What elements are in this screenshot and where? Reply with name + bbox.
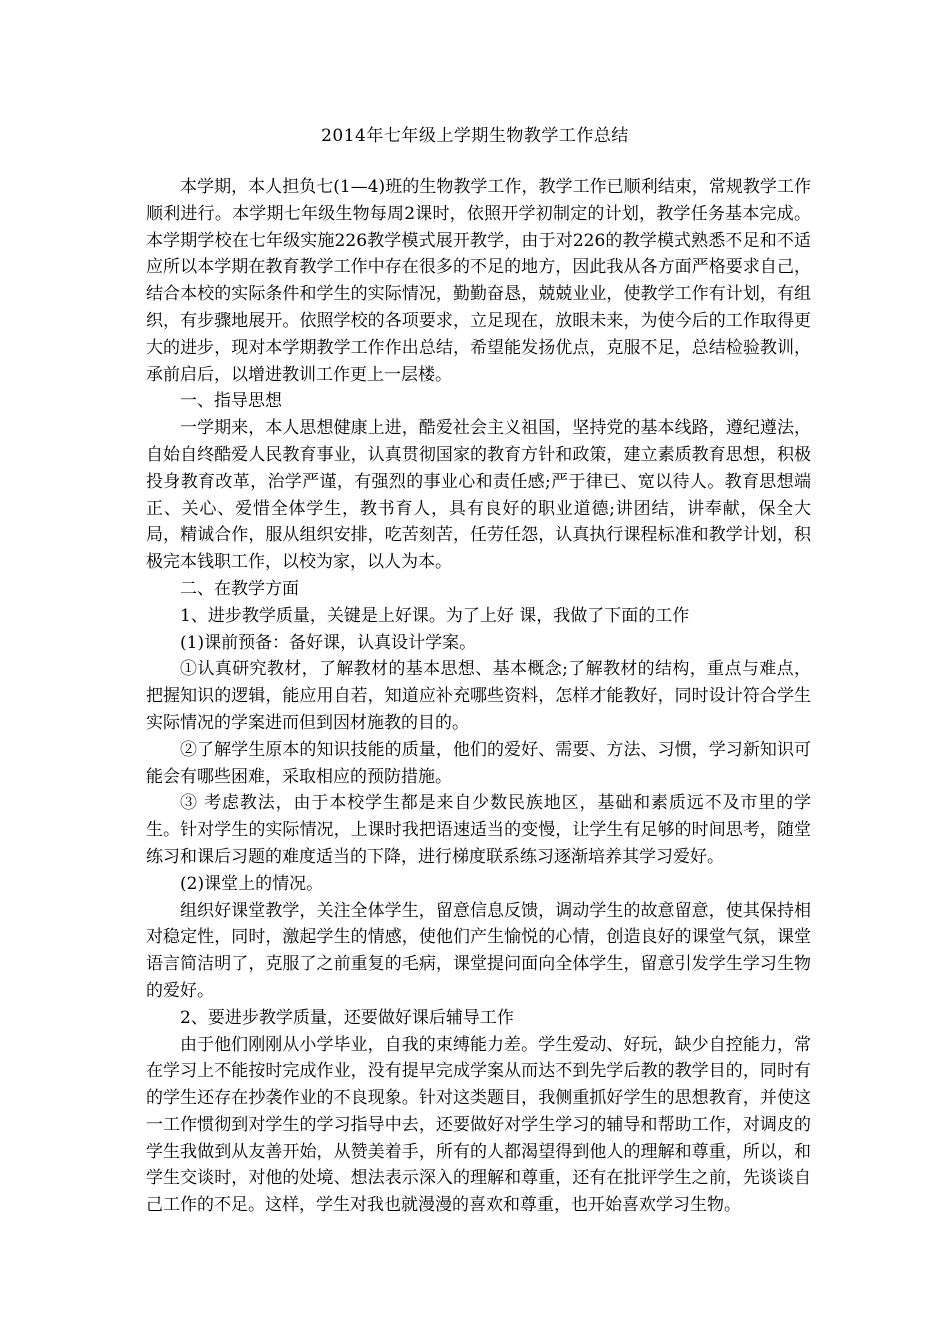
paragraph-prep-item-2: ②了解学生原本的知识技能的质量，他们的爱好、需要、方法、习惯，学习新知识可能会有哪些困难，采取相应的预防措施。 <box>146 739 811 787</box>
paragraph-classroom: 组织好课堂教学，关注全体学生，留意信息反馈，调动学生的故意留意，使其保持相对稳定性，同时，激起学生的情感，使他们产生愉悦的心情，创造良好的课堂气氛，课堂语言简洁明了，克服了之前重复的毛病，课堂提问面向全体学生，留意引发学生学习生物的爱好。 <box>146 900 811 1001</box>
subheading-lesson-prep: (1)课前预备：备好课，认真设计学案。 <box>180 632 477 653</box>
section-heading-guiding-thought: 一、指导思想 <box>180 391 282 412</box>
subheading-classroom: (2)课堂上的情况。 <box>180 873 324 894</box>
subheading-lesson-quality: 1、进步教学质量，关键是上好课。为了上好 课，我做了下面的工作 <box>180 605 690 626</box>
document-body <box>146 174 811 1219</box>
paragraph-prep-item-1: ①认真研究教材，了解教材的基本思想、基本概念;了解教材的结构，重点与难点，把握知识的逻辑，能应用自若，知道应补充哪些资料，怎样才能教好，同时设计符合学生实际情况的学案进而但到因材施教的目的。 <box>146 659 811 733</box>
paragraph-prep-item-3: ③ 考虑教法，由于本校学生都是来自少数民族地区，基础和素质远不及市里的学生。针对学生的实际情况，上课时我把语速适当的变慢，让学生有足够的时间思考，随堂练习和课后习题的难度适当的下降，进行梯度联系练习逐渐培养其学习爱好。 <box>146 793 811 867</box>
paragraph-guiding-thought: 一学期来，本人思想健康上进，酷爱社会主义祖国，坚持党的基本线路，遵纪遵法，自始自终酷爱人民教育事业，认真贯彻国家的教育方针和政策，建立素质教育思想，积极投身教育改革，治学严谨，有强烈的事业心和责任感;严于律已、宽以待人。教育思想端正、关心、爱惜全体学生，教书育人，具有良好的职业道德;讲团结，讲奉献，保全大局，精诚合作，服从组织安排，吃苦刻苦，任劳任怨，认真执行课程标准和教学计划，积极完本钱职工作，以校为家，以人为本。 <box>146 418 811 573</box>
paragraph-intro: 本学期，本人担负七(1—4)班的生物教学工作，教学工作已顺利结束，常规教学工作顺利进行。本学期七年级生物每周2课时，依照开学初制定的计划，教学任务基本完成。本学期学校在七年级实施226教学模式展开教学，由于对226的教学模式熟悉不足和不适应所以本学期在教育教学工作中存在很多的不足的地方，因此我从各方面严格要求自己，结合本校的实际条件和学生的实际情况，勤勤奋恳，兢兢业业，使教学工作有计划，有组织，有步骤地展开。依照学校的各项要求，立足现在，放眼未来，为使今后的工作取得更大的进步，现对本学期教学工作作出总结，希望能发扬优点，克服不足，总结检验教训，承前启后，以增进教训工作更上一层楼。 <box>146 177 811 385</box>
document-title: 2014年七年级上学期生物教学工作总结 <box>321 126 629 146</box>
section-heading-teaching: 二、在教学方面 <box>180 578 299 599</box>
subheading-after-class: 2、要进步教学质量，还要做好课后辅导工作 <box>180 1007 514 1028</box>
paragraph-after-class: 由于他们刚刚从小学毕业，自我的束缚能力差。学生爱动、好玩，缺少自控能力，常在学习上不能按时完成作业，没有提早完成学案从而达不到先学后教的教学目的，同时有的学生还存在抄袭作业的不良现象。针对这类题目，我侧重抓好学生的思想教育，并使这一工作惯彻到对学生的学习指导中去，还要做好对学生学习的辅导和帮助工作，对调皮的学生我做到从友善开始，从赞美着手，所有的人都渴望得到他人的理解和尊重，所以，和学生交谈时，对他的处境、想法表示深入的理解和尊重，还有在批评学生之前，先谈谈自己工作的不足。这样，学生对我也就漫漫的喜欢和尊重，也开始喜欢学习生物。 <box>146 1034 811 1216</box>
